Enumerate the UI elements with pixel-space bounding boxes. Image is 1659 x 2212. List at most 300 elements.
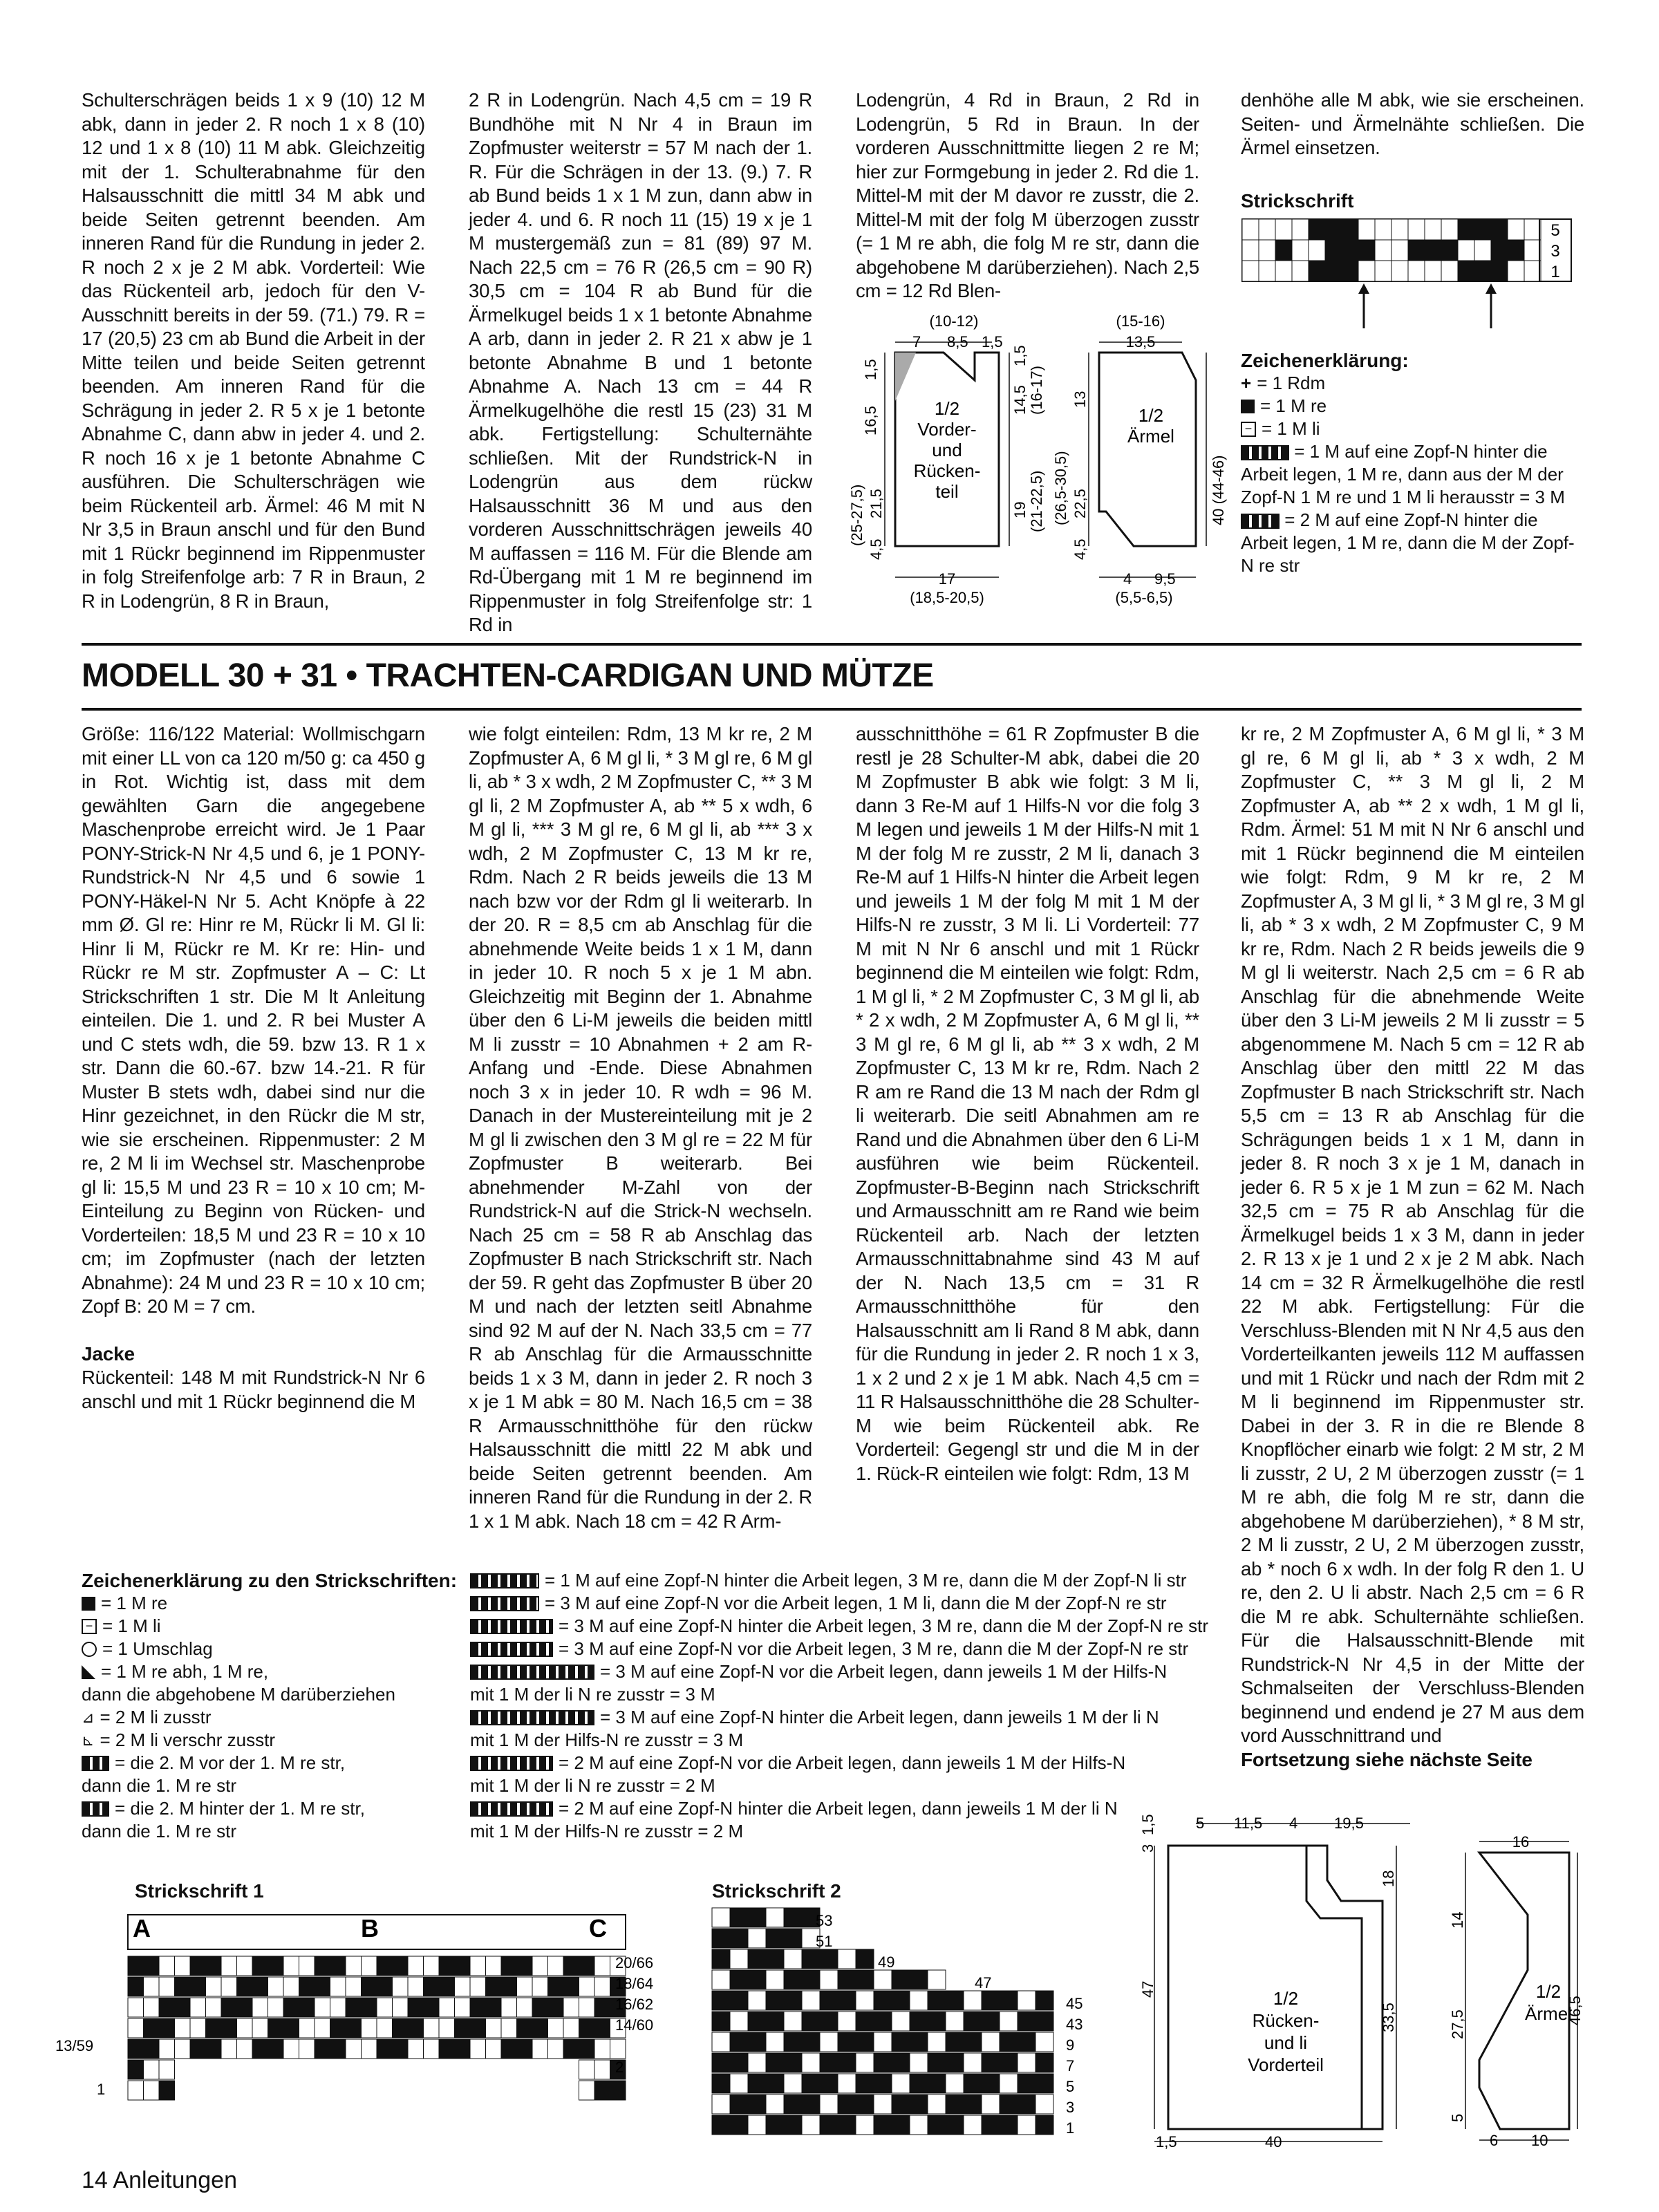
chart-cell [1292,261,1309,281]
chart-cell [299,1977,315,1996]
chart-cell [1000,2074,1018,2093]
chart-cell [838,2094,856,2114]
cable-symbol-icon [470,1619,553,1634]
cable-symbol-icon [470,1642,553,1657]
dim-label: 10 [1531,2132,1548,2149]
dim-label: (5,5-6,5) [1115,589,1173,606]
chart-cell [856,2053,874,2072]
chart-cell [802,1991,820,2010]
chart-cell [820,1991,838,2010]
chart-cell [910,2074,928,2093]
chart-cell [579,1998,595,2017]
chart-cell [299,1956,315,1976]
chart-cell [362,2018,377,2038]
top-chart-grid [1242,219,1541,281]
bottom-schematic-body [1127,1804,1417,2150]
chart-cell [517,2018,533,2038]
chart-cell [892,2115,910,2135]
chart-cell [766,1949,784,1969]
chart-cell [820,1970,838,1989]
top-column-1: Schulterschrägen beids 1 x 9 (10) 12 M abk, dann in jeder 2. R noch 1 x 8 (10) 12 und 1 x 8 (10) 11 M abk. Gleichzeitig mit der 1. Schulterabnahme für den Halsausschnitt die mittl 34 M abk und beide Seiten getrennt beenden. Am inneren Rand für die Rundung in jeder 2. R noch 2 x je 2 M abk. Vorderteil: Wie das Rückenteil arb, jedoch für den V-Ausschnitt bereits in der 59. (71.) 79. R = 17 (20,5) 23 cm ab Bund die Arbeit in der Mitte teilen und beide Seiten getrennt beenden. Am inneren Rand für die Schrägung in jeder 2. R 5 x je 1 betonte Abnahme C, dann abw in jeder 4. und 2. R noch 16 x je 1 betonte Abnahme C ausführen. Die Schulterschrägen wie beim Rückenteil arb. Ärmel: 46 M mit N Nr 3,5 in Braun anschl und für den Bund mit 1 Rückr beginnend im Rippenmuster in folg Streifenfolge arb: 7 R in Braun, 2 R in Lodengrün, 8 R in Braun, [82,89,425,612]
chart-cell [946,1991,964,2010]
chart-cell [252,2039,268,2059]
dim-label: 19 [1011,501,1029,518]
chart-cell [928,2012,946,2031]
chart-cell [892,1991,910,2010]
filled-square-icon [1241,400,1255,413]
chart-cell [159,1977,175,1996]
chart-cell [820,2032,838,2052]
chart-cell [1000,1991,1018,2010]
chart-cell [748,1908,766,1927]
schematic-label: 1/2 [1138,405,1164,426]
schematic-label: Vorder- [917,419,977,440]
up-arrow-icon [1485,283,1497,328]
dim-label: 18 [1380,1870,1397,1887]
chart-cell [501,1977,517,1996]
chart-cell [982,2053,1000,2072]
chart-cell [283,1977,299,1996]
circle-icon [82,1642,97,1657]
chart-cell [362,1956,377,1976]
dim-label: 21,5 [868,489,885,518]
chart-cell [1408,240,1425,261]
legend-re: = 1 M re [1241,395,1584,418]
cable-symbol-icon [1241,514,1280,529]
triangle-outline-icon: ⊿ [82,1709,95,1726]
chart-cell [594,2060,610,2079]
knitting-chart-1 [55,1908,691,2136]
chart-cell [190,1956,206,1976]
chart-cell [1018,2012,1035,2031]
top-column-2: 2 R in Lodengrün. Nach 4,5 cm = 19 R Bundhöhe mit N Nr 4 in Braun im Zopfmuster weiterstr = 57 M nach der 1. R. Für die Schrägen in der 13. (9.) 7. R ab Bund beids 1 x 1 M zun, dann abw in jeder 4. und 6. R noch 11 (15) 19 x je 1 M mustergemäß zun = 81 (89) 97 M. Nach 22,5 cm = 76 R (26,5 cm = 90 R) 30,5 cm = 104 R ab Bund für die Ärmelkugel beids 1 x 1 betonte Abnahme A arb, dann in jeder 2. R 21 x abw je 1 betonte Abnahme B und 1 betonte Abnahme A. Nach 13 cm = 44 R Ärmelkugelhöhe die restl 15 (23) 31 M abk. Fertigstellung: Schulternähte schließen. Mit der Rundstrick-N in Lodengrün aus dem rückw Halsausschnitt 36 M und aus den vorderen Ausschnittschrägen jeweils 40 M auffassen = 116 M. Für die Blende am Rd-Übergang mit 1 M re beginnend im Rippenmuster in folg Streifenfolge str: 1 Rd in [469,89,812,635]
chart2-row: 47 [975,1974,992,1991]
chart-cell [268,1998,284,2017]
chart-cell [206,2039,222,2059]
dim-label: 9,5 [1154,570,1176,588]
chart-cell [532,2018,548,2038]
chart-cell [820,2053,838,2072]
chart-cell [1259,219,1275,240]
chart-cell [501,2039,517,2059]
chart-cell [175,2039,191,2059]
chart-cell [712,2115,730,2135]
chart-cell [315,2039,330,2059]
chart-cell [299,1998,315,2017]
chart-cell [455,2018,471,2038]
schematic-label: Vorderteil [1248,2054,1324,2075]
bottom-column-3: ausschnitthöhe = 61 R Zopfmuster B die restl je 28 Schulter-M abk, dabei die 20 M Zopfmuster B abk wie folgt: 3 M li, dann 3 Re-M auf 1 Hilfs-N vor die folg 3 M legen und jeweils 1 M der Hilfs-N mit 1 M der folg M re zusstr, 2 M li, danach 3 Re-M auf 1 Hilfs-N hinter die Arbeit legen und jeweils 1 M der folg M mit 1 M der Hilfs-N re zusstr, 3 M li. Li Vorderteil: 77 M mit N Nr 6 anschl und mit 1 Rückr beginnend die M einteilen wie folgt: Rdm, 1 M gl li, * 2 M Zopfmuster C, 3 M gl li, ab * 2 x wdh, 2 M Zopfmuster A, 6 M gl li, ** 3 M gl re, 6 M gl li, ab ** 3 x wdh, 2 M Zopfmuster C, 13 M kr re, Rdm. Nach 2 R am re Rand die 13 M nach der Rdm gl li weiterarb. Die seitl Abnahmen am re Rand und die Abnahmen über den 6 Li-M ausführen wie beim Rückenteil. Zopfmuster-B-Beginn nach Strickschrift und Armausschnitt am re Rand wie beim Rückenteil arb. Nach der letzten Armausschnittabnahme sind 43 M auf der N. Nach 13,5 cm = 31 R Armausschnitthöhe für den Halsausschnitt am li Rand 8 M abk, dann für die Rundung in jeder 2. R noch 1 x 3, 1 x 2 und 2 x je 1 M abk. Nach 4,5 cm = 11 R Halsausschnitthöhe die 28 Schulter-M wie beim Rückenteil abk. Re Vorderteil: Gegengl str und die M in der 1. Rück-R einteilen wie folgt: Rdm, 13 M [856,723,1199,1484]
chart-cell [1391,219,1408,240]
chart-cell [730,1929,748,1948]
chart-cell [144,1998,160,2017]
chart-cell [579,1977,595,1996]
cross-symbol-icon [82,1801,109,1817]
chart-cell [712,1929,730,1948]
chart-cell [439,1956,455,1976]
chart-cell [946,2094,964,2114]
chart-cell [1425,219,1441,240]
chart-cell [964,2053,982,2072]
chart-cell [1018,2074,1035,2093]
dim-label: 16,5 [862,406,879,435]
chart-cell [283,2039,299,2059]
chart-cell [206,1998,222,2017]
top-knitting-chart [1241,218,1586,335]
top-chart-row-1: 1 [1550,263,1560,281]
chart-cell [159,2018,175,2038]
chart-cell [206,2018,222,2038]
chart-cell [1018,2115,1035,2135]
chart-cell [1018,2032,1035,2052]
dim-label: 4,5 [868,538,885,560]
chart-cell [330,2039,346,2059]
cable-symbol-icon [470,1665,594,1680]
chart-cell [455,2039,471,2059]
legend-li: − = 1 M li [1241,418,1584,440]
chart-cell [362,1977,377,1996]
chart-cell [221,1977,237,1996]
chart-cell [856,1991,874,2010]
chart-cell [820,2012,838,2031]
chart-cell [766,2074,784,2093]
chart-cell [1524,240,1541,261]
chart-cell [548,1956,564,1976]
top-column-3: Lodengrün, 4 Rd in Braun, 2 Rd in Lodengrün, 5 Rd in Braun. In der vorderen Ausschnittmitte liegen 2 re M; hier zur Formgebung in jeder 2. Rd die 1. Mittel-M mit der M davor re zusstr, die 2. Mittel-M mit der folg M überzogen zusstr (= 1 M re abh, die folg M re str, dann die abgehobene M darüberziehen). Nach 2,5 cm = 12 Rd Blen- [856,89,1199,301]
chart-cell [237,1956,253,1976]
chart-cell [1018,2094,1035,2114]
chart2-row: 51 [816,1933,833,1950]
chart-cell [802,2012,820,2031]
dim-label: 13,5 [1125,333,1156,350]
dim-label: 7 [912,333,921,350]
chart-cell [1035,2074,1053,2093]
chart-cell [610,2039,626,2059]
chart-cell [268,1956,284,1976]
legend-cable-1: = 1 M auf eine Zopf-N hinter die Arbeit legen, 1 M re, dann aus der M der Zopf-N 1 M re und 1 M li herausstr = 3 M [1241,441,1565,507]
chart-cell [748,2115,766,2135]
chart-cell [1292,219,1309,240]
chart-cell [221,2018,237,2038]
chart-cell [128,2060,144,2079]
dim-label: (21-22,5) [1028,470,1045,532]
chart-cell [563,2039,579,2059]
chart-cell [712,2053,730,2072]
chart-cell [982,2032,1000,2052]
chart-cell [1342,219,1358,240]
schematic-label: und [932,440,962,460]
chart-cell [1474,240,1491,261]
dim-label: 14 [1449,1911,1466,1929]
chart-cell [532,1956,548,1976]
chart-cell [838,2032,856,2052]
chart-cell [252,1977,268,1996]
chart1-row: 20/66 [615,1954,654,1971]
chart-cell [712,2074,730,2093]
chart-cell [268,2039,284,2059]
chart-cell [784,2012,802,2031]
chart-cell [283,1998,299,2017]
chart-cell [1259,261,1275,281]
chart-cell [563,1977,579,1996]
chart-cell [517,1977,533,1996]
chart-cell [1035,2032,1053,2052]
chart-cell [439,1977,455,1996]
chart-cell [784,2074,802,2093]
chart-cell [748,1991,766,2010]
chart-cell [1491,261,1508,281]
chart-cell [766,1908,784,1927]
chart-cell [377,2039,393,2059]
chart-cell [856,2012,874,2031]
chart-cell [237,1977,253,1996]
schematic-label: 1/2 [1535,1981,1562,2002]
chart-cell [892,2053,910,2072]
chart-cell [128,2039,144,2059]
chart-cell [486,1998,502,2017]
chart-cell [712,1991,730,2010]
top-schematic-sleeve [1052,311,1237,615]
chart-cell [1342,240,1358,261]
chart-cell [532,2039,548,2059]
chart-cell [910,2094,928,2114]
chart-cell [802,2032,820,2052]
chart1-label-b: B [361,1914,379,1942]
schematic-label: teil [935,481,959,502]
chart-cell [928,1991,946,2010]
chart-cell [501,2018,517,2038]
chart-cell [1508,219,1524,240]
chart-cell [1325,261,1342,281]
chart-cell [190,2018,206,2038]
chart-cell [579,2018,595,2038]
chart-cell [748,2074,766,2093]
chart-cell [206,1977,222,1996]
chart-cell [784,1949,802,1969]
dim-label: 6 [1490,2132,1499,2149]
chart-cell [517,1956,533,1976]
chart-cell [856,2115,874,2135]
chart-cell [424,1977,440,1996]
up-arrow-icon [1358,283,1369,328]
chart-cell [1035,1991,1053,2010]
dim-label: 1,5 [982,333,1003,350]
chart-cell [159,1998,175,2017]
dim-label: 46,5 [1566,1996,1584,2025]
cable-symbol-icon [470,1573,539,1588]
chart-cell [594,1956,610,1976]
chart-cell [730,1949,748,1969]
rueckenteil-text: Rückenteil: 148 M mit Rundstrick-N Nr 6 anschl und mit 1 Rückr beginnend die M [82,1367,425,1412]
dim-label: 11,5 [1234,1815,1263,1832]
chart-cell [1035,2012,1053,2031]
chart1-row: 1 [97,2081,106,2098]
chart-cell [315,1956,330,1976]
chart-cell [548,2018,564,2038]
chart-cell [1508,261,1524,281]
legend-rdm: + = 1 Rdm [1241,373,1326,393]
chart-cell [330,1998,346,2017]
chart2-row: 45 [1066,1995,1083,2012]
chart-cell [1342,261,1358,281]
chart2-row: 49 [878,1953,895,1971]
chart-cell [730,2012,748,2031]
dim-label: 16 [1512,1833,1530,1850]
chart-cell [874,1991,892,2010]
chart-cell [1474,261,1491,281]
chart-cell [910,1991,928,2010]
bottom-legend-left: Zeichenerklärung zu den Strickschriften: = 1 M re − = 1 M li = 1 Umschlag = 1 M re abh, 1 M re, dann die abgehobene M darüberziehen ⊿ = 2 M li zusstr ⊾ = 2 M li verschr zusstr = die 2. M vor der 1. M re str, dann die 1. M re str = die 2. M hinter der 1. M re str, dann die 1. M re str [82,1569,469,1843]
dim-label: (16-17) [1028,366,1045,415]
chart-cell [501,1956,517,1976]
chart-cell [362,1998,377,2017]
chart-cell [206,1956,222,1976]
chart-cell [1309,261,1325,281]
schematic-label: 1/2 [934,398,960,419]
chart-cell [128,2081,144,2100]
chart2-title: Strickschrift 2 [712,1880,841,1902]
chart-cell [299,2039,315,2059]
chart-cell [1425,261,1441,281]
chart2-row: 7 [1066,2057,1075,2074]
top-schematic-body [848,311,1068,615]
chart-cell [237,2039,253,2059]
chart-cell [730,1970,748,1989]
chart-cell [144,2039,160,2059]
chart-cell [128,1956,144,1976]
dim-label: 33,5 [1380,2003,1397,2032]
chart-cell [838,2053,856,2072]
chart-cell [393,2018,409,2038]
filled-square-icon [82,1597,95,1611]
chart-cell [346,1956,362,1976]
dim-label: (26,5-30,5) [1052,451,1069,525]
chart-cell [144,2060,160,2079]
chart-cell [982,2074,1000,2093]
chart-cell [128,1998,144,2017]
chart-cell [486,2018,502,2038]
chart-cell [1425,240,1441,261]
chart-cell [594,2039,610,2059]
chart-cell [330,1956,346,1976]
chart-cell [190,2039,206,2059]
chart-cell [748,2094,766,2114]
chart-cell [221,1998,237,2017]
chart-cell [315,1977,330,1996]
minus-square-icon: − [82,1619,97,1634]
bottom-legend-right: = 1 M auf eine Zopf-N hinter die Arbeit legen, 3 M re, dann die M der Zopf-N li str = 3 M auf eine Zopf-N vor die Arbeit legen, 1 M li, dann die M der Zopf-N re str = 3 M auf eine Zopf-N hinter die Arbeit legen, 3 M re, dann die M der Zopf-N re str = 3 M auf eine Zopf-N vor die Arbeit legen, 3 M re, dann die M der Zopf-N re str = 3 M auf eine Zopf-N vor die Arbeit legen, dann jeweils 1 M der Hilfs-N mit 1 M der li N re zusstr = 3 M = 3 M auf eine Zopf-N hinter die Arbeit legen, dann jeweils 1 M der li N mit 1 M der Hilfs-N re zusstr = 3 M = 2 M auf eine Zopf-N vor die Arbeit legen, dann jeweils 1 M der Hilfs-N mit 1 M der li N re zusstr = 2 M = 2 M auf eine Zopf-N hinter die Arbeit legen, dann jeweils 1 M der li N mit 1 M der Hilfs-N re zusstr = 2 M [470,1570,1209,1841]
schematic-label: Rücken- [913,460,981,481]
chart-cell [1441,240,1458,261]
chart-cell [237,2018,253,2038]
chart-cell [1309,240,1325,261]
chart-cell [1018,2053,1035,2072]
chart-cell [424,1998,440,2017]
chart-cell [892,2074,910,2093]
plus-icon: + [1241,373,1252,393]
chart-cell [838,1970,856,1989]
model-title: MODELL 30 + 31 • TRACHTEN-CARDIGAN UND MÜTZE [82,657,934,694]
chart-cell [1375,219,1391,240]
chart-cell [175,1977,191,1996]
dim-label: 1,5 [1139,1814,1156,1835]
chart-cell [159,2060,175,2079]
page-footer: 14 Anleitungen [82,2167,237,2193]
chart-cell [594,2081,610,2100]
schematic-label: 1/2 [1273,1988,1299,2009]
chart-cell [486,2039,502,2059]
chart-cell [784,1929,802,1948]
chart-cell [1524,261,1541,281]
chart-cell [1035,2115,1053,2135]
chart-cell [1242,240,1259,261]
chart-cell [766,1929,784,1948]
dim-label: (18,5-20,5) [910,589,984,606]
dim-label: 27,5 [1449,2009,1466,2039]
chart-cell [159,2039,175,2059]
dim-label: 3 [1139,1844,1156,1853]
chart-cell [408,1956,424,1976]
chart-cell [838,1949,856,1969]
dim-label: (10-12) [929,312,979,330]
chart-cell [730,2053,748,2072]
chart-cell [377,1998,393,2017]
chart-cell [928,2115,946,2135]
chart1-row: 14/60 [615,2016,654,2034]
chart-cell [964,2074,982,2093]
chart-cell [283,1956,299,1976]
chart-cell [424,2039,440,2059]
chart-cell [712,2012,730,2031]
chart-cell [470,1998,486,2017]
chart-cell [175,2018,191,2038]
chart-cell [1491,240,1508,261]
chart-cell [748,2012,766,2031]
chart-cell [1391,261,1408,281]
chart-cell [784,2094,802,2114]
dim-label: 4 [1123,570,1132,588]
chart-cell [439,2018,455,2038]
schematic-label: Rücken- [1252,2010,1320,2031]
chart-cell [874,2053,892,2072]
chart-cell [946,2074,964,2093]
chart-cell [455,1998,471,2017]
dim-label: 40 [1265,2133,1282,2150]
chart2-row: 9 [1066,2036,1075,2054]
dim-label: 1,5 [1156,2133,1177,2150]
model-title-bar [82,643,1582,711]
chart-cell [964,1991,982,2010]
chart-cell [299,2018,315,2038]
schematic-label: Ärmel [1525,2003,1572,2024]
chart-cell [820,2074,838,2093]
triangle-icon [82,1665,95,1679]
chart-cell [802,2053,820,2072]
chart-cell [424,2018,440,2038]
chart-cell [946,2032,964,2052]
chart-cell [408,1977,424,1996]
chart-cell [1458,240,1474,261]
chart2-row: 3 [1066,2099,1075,2116]
chart-cell [175,1956,191,1976]
chart-cell [362,2039,377,2059]
chart-cell [1358,261,1375,281]
minus-square-icon: − [1241,422,1256,437]
chart-cell [730,2032,748,2052]
chart-cell [470,2039,486,2059]
chart-cell [1375,240,1391,261]
chart-cell [252,2018,268,2038]
